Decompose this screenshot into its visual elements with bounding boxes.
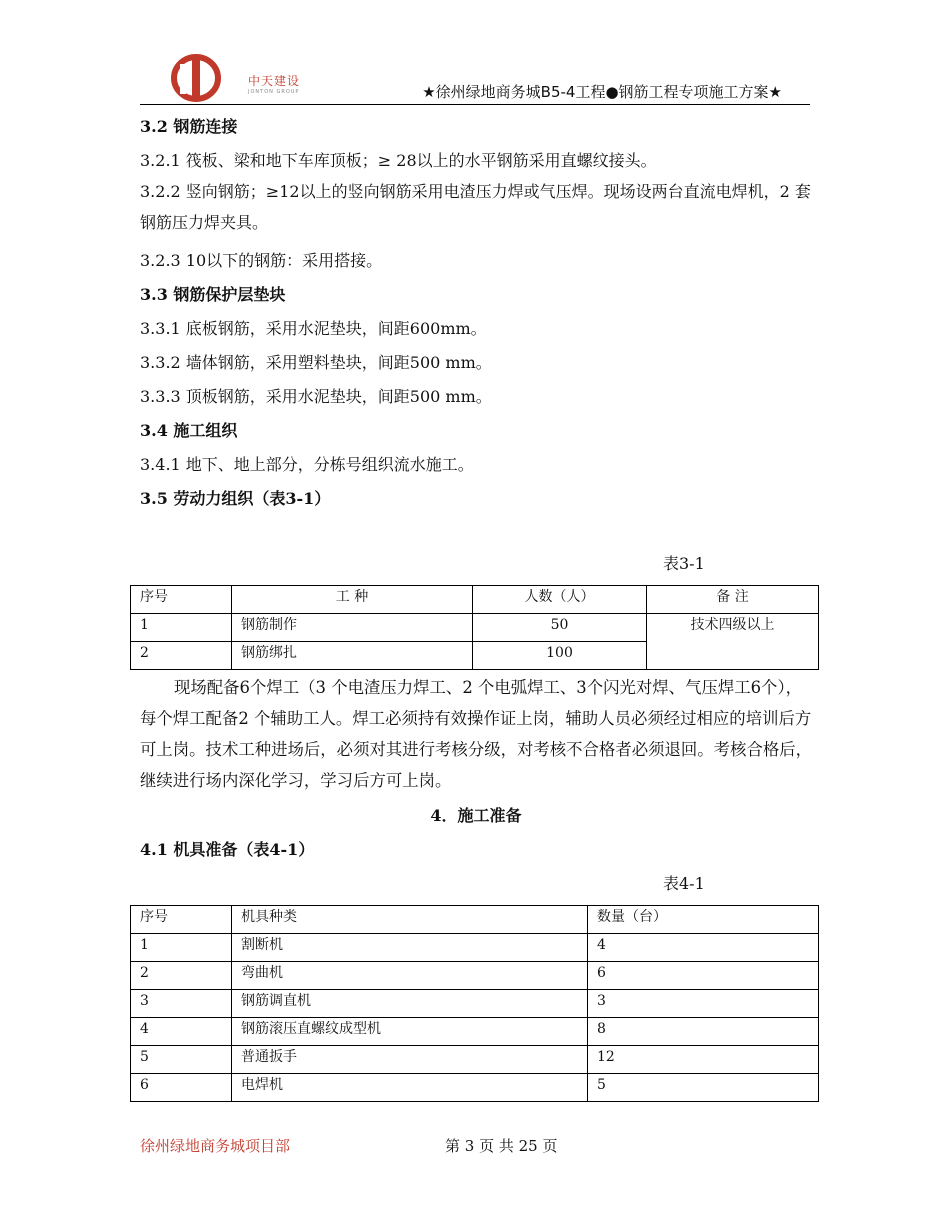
table-cell: 3 [588,990,819,1018]
section-4-1-heading: 4.1 机具准备（表4-1） [140,840,315,859]
table-cell: 钢筋调直机 [232,990,588,1018]
page-header [140,52,810,105]
labor-table [130,585,819,670]
table-row [131,1046,819,1074]
company-logo [170,52,320,104]
section-3-5-heading: 3.5 劳动力组织（表3-1） [140,489,331,508]
section-3-3-heading: 3.3 钢筋保护层垫块 [140,285,286,304]
remark-cell: 技术四级以上 [647,614,819,670]
table-cell: 钢筋滚压直螺纹成型机 [232,1018,588,1046]
section-3-4-heading: 3.4 施工组织 [140,421,238,440]
table-row [131,1074,819,1102]
header-cell: 序号 [131,906,232,934]
logo-english-text: JONTON GROUP [248,89,300,95]
table-cell: 12 [588,1046,819,1074]
table-header-row [131,906,819,934]
section-3-2-1: 3.2.1 筏板、梁和地下车库顶板；≥ 28以上的水平钢筋采用直螺纹接头。 [140,151,657,170]
table-cell: 6 [131,1074,232,1102]
table-4-1-caption: 表4-1 [663,874,705,893]
table-cell: 6 [588,962,819,990]
logo-mark-icon [170,54,230,102]
equipment-table [130,905,819,1102]
table-cell: 钢筋制作 [232,614,473,642]
header-cell: 人数（人） [473,586,647,614]
table-cell: 1 [131,614,232,642]
table-row [131,990,819,1018]
header-cell: 序号 [131,586,232,614]
table-cell: 普通扳手 [232,1046,588,1074]
header-cell: 机具种类 [232,906,588,934]
footer-page-number: 第 3 页 共 25 页 [445,1137,558,1155]
table-row [131,614,819,642]
section-3-2-3: 3.2.3 10以下的钢筋：采用搭接。 [140,251,383,270]
table-cell: 4 [588,934,819,962]
table-cell: 2 [131,962,232,990]
table-cell: 电焊机 [232,1074,588,1102]
header-cell: 备 注 [647,586,819,614]
table-row [131,1018,819,1046]
table-cell: 50 [473,614,647,642]
table-cell: 5 [131,1046,232,1074]
header-cell: 工 种 [232,586,473,614]
logo-chinese-text: 中天建设 [248,74,301,88]
section-4-heading: 4．施工准备 [430,806,522,825]
welder-paragraph: 现场配备6个焊工（3 个电渣压力焊工、2 个电弧焊工、3个闪光对焊、气压焊工6个），每个焊工配备2 个辅助工人。焊工必须持有效操作证上岗，辅助人员必须经过相应的培训后方可上岗。技术工种进场后，必须对其进行考核分级，对考核不合格者必须退回。考核合格后，继续进行场内深化学习，学习后方可上岗。 [140,678,813,790]
table-cell: 弯曲机 [232,962,588,990]
table-cell: 8 [588,1018,819,1046]
table-cell: 3 [131,990,232,1018]
footer-project-dept: 徐州绿地商务城项目部 [140,1137,291,1155]
section-3-3-2: 3.3.2 墙体钢筋，采用塑料垫块，间距500 mm。 [140,353,492,372]
header-cell: 数量（台） [588,906,819,934]
table-cell: 100 [473,642,647,670]
table-cell: 钢筋绑扎 [232,642,473,670]
table-cell: 1 [131,934,232,962]
section-3-3-1: 3.3.1 底板钢筋，采用水泥垫块，间距600mm。 [140,319,487,338]
table-cell: 5 [588,1074,819,1102]
table-3-1-caption: 表3-1 [663,554,705,573]
table-header-row [131,586,819,614]
section-3-4-1: 3.4.1 地下、地上部分，分栋号组织流水施工。 [140,455,474,474]
section-3-2-heading: 3.2 钢筋连接 [140,117,238,136]
section-3-2-2: 3.2.2 竖向钢筋；≥12以上的竖向钢筋采用电渣压力焊或气压焊。现场设两台直流电焊机，2 套钢筋压力焊夹具。 [140,182,811,232]
table-row [131,934,819,962]
table-cell: 割断机 [232,934,588,962]
document-title: ★徐州绿地商务城B5-4工程●钢筋工程专项施工方案★ [422,83,782,101]
table-cell: 4 [131,1018,232,1046]
table-row [131,962,819,990]
section-3-3-3: 3.3.3 顶板钢筋，采用水泥垫块，间距500 mm。 [140,387,492,406]
table-cell: 2 [131,642,232,670]
